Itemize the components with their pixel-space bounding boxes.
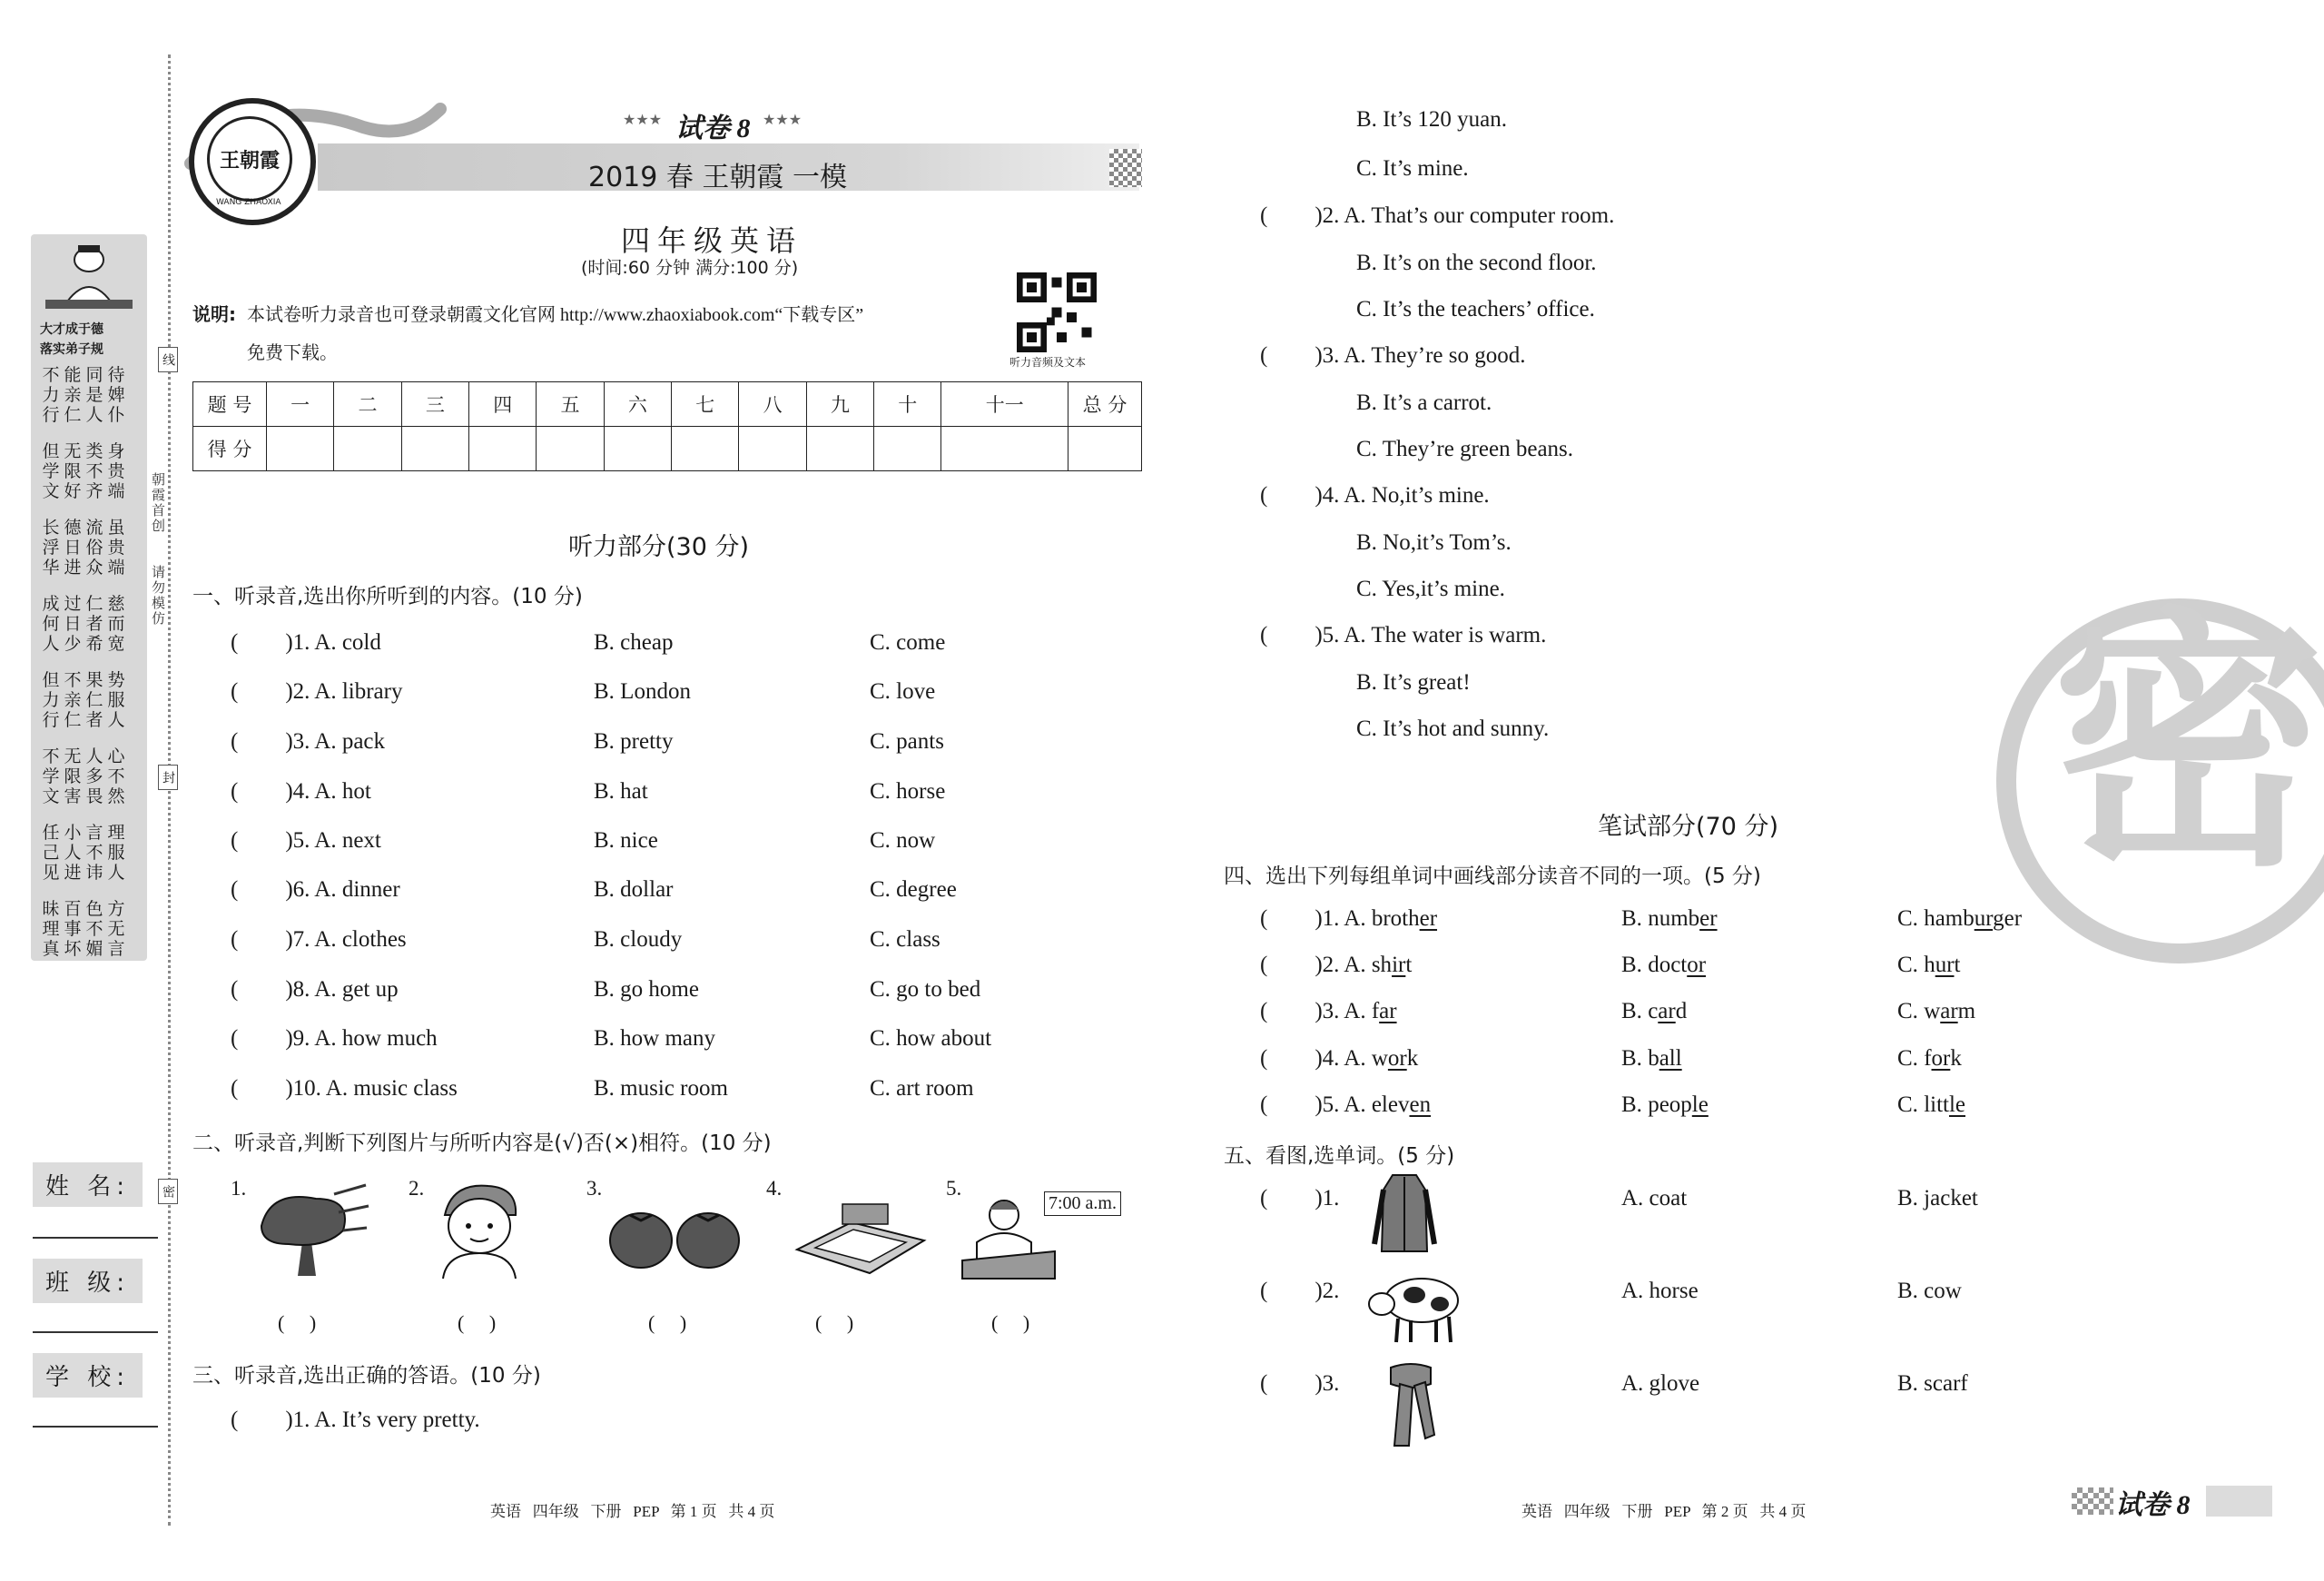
class-label: 班 级: <box>33 1259 143 1303</box>
option-b: B. nice <box>594 828 658 853</box>
option-b: B. go home <box>594 977 699 1002</box>
answer-paren[interactable]: ( <box>1260 1371 1268 1396</box>
answer-paren[interactable]: ( <box>1260 1186 1268 1210</box>
answer-paren[interactable]: ( ) <box>278 1311 317 1334</box>
option-a: A. glove <box>1621 1371 1700 1396</box>
answer-paren[interactable]: ( <box>231 977 239 1002</box>
cow-icon <box>1367 1268 1467 1344</box>
answer-paren[interactable]: ( <box>231 828 239 853</box>
option-c: C. come <box>870 630 946 655</box>
list-item: ( )3. A. They’re so good. <box>1260 343 1526 368</box>
verse-block: 不 无 人 心 学 限 多 不 文 害 畏 然 <box>42 746 125 806</box>
option-c: C. pants <box>870 729 944 754</box>
score-header-cell: 十一 <box>941 382 1068 427</box>
option-b: B. hat <box>594 779 648 804</box>
option-b: B. No,it’s Tom’s. <box>1356 530 1512 555</box>
answer-paren[interactable]: ( <box>1260 483 1268 508</box>
verse-block: 任 小 言 理 己 人 不 服 见 进 讳 人 <box>42 823 125 883</box>
school-field[interactable] <box>33 1426 158 1428</box>
footer-page-1: 英语 四年级 下册 PEP 第 1 页 共 4 页 <box>490 1503 775 1520</box>
section-5-title: 五、看图,选单词。(5 分) <box>1224 1144 1455 1168</box>
answer-paren[interactable]: ( <box>231 1026 239 1051</box>
score-header-cell: 一 <box>267 382 334 427</box>
score-header-cell: 四 <box>469 382 537 427</box>
option-b: B. It’s a carrot. <box>1356 390 1492 415</box>
option-b: B. It’s great! <box>1356 670 1471 695</box>
option-c: C. warm <box>1897 999 1976 1023</box>
name-label: 姓 名: <box>33 1162 143 1207</box>
answer-paren[interactable]: ( <box>231 729 239 754</box>
list-item: ( )3. A. pack <box>231 729 386 754</box>
score-header-cell: 九 <box>806 382 873 427</box>
section-1-title: 一、听录音,选出你所听到的内容。(10 分) <box>192 585 583 608</box>
list-item: ( )2. <box>1260 1279 1340 1303</box>
option-b: B. pretty <box>594 729 674 754</box>
score-table-header-row <box>193 382 1142 427</box>
option-c: C. It’s hot and sunny. <box>1356 716 1550 741</box>
answer-paren[interactable]: ( <box>1260 343 1268 368</box>
stars-right: ★★★ <box>763 111 803 128</box>
coat-icon <box>1373 1171 1436 1255</box>
windy-tree-icon <box>243 1181 370 1280</box>
answer-paren[interactable]: ( <box>231 630 239 655</box>
score-header-cell: 总 分 <box>1068 382 1142 427</box>
answer-paren[interactable]: ( <box>1260 906 1268 931</box>
option-b: B. London <box>594 679 691 704</box>
picture-number: 5. <box>946 1177 962 1200</box>
option-c: C. It’s mine. <box>1356 156 1469 181</box>
list-item: ( )8. A. get up <box>231 977 399 1002</box>
score-header-cell: 七 <box>672 382 739 427</box>
answer-paren[interactable]: ( <box>1260 203 1268 228</box>
score-table-score-row <box>193 427 1142 471</box>
subject-title: 四年级英语 <box>621 223 803 258</box>
note-prefix: 说明: <box>192 303 236 325</box>
qr-code-icon <box>1017 272 1097 352</box>
list-item: ( )1. A. brother <box>1260 906 1438 931</box>
exam-time: (时间:60 分钟 满分:100 分) <box>581 258 799 278</box>
tomatoes-icon <box>606 1199 743 1271</box>
list-item: ( )2. A. That’s our computer room. <box>1260 203 1615 228</box>
score-header-cell: 三 <box>401 382 468 427</box>
list-item: ( )2. A. shirt <box>1260 953 1413 977</box>
score-cell[interactable] <box>401 427 468 471</box>
score-cell[interactable] <box>334 427 401 471</box>
section-4-title: 四、选出下列每组单词中画线部分读音不同的一项。(5 分) <box>1224 865 1761 888</box>
answer-paren[interactable]: ( <box>1260 953 1268 977</box>
option-a: A. horse <box>1621 1279 1699 1303</box>
list-item: ( )3. A. far <box>1260 999 1397 1023</box>
scholar-mascot-icon <box>36 243 142 314</box>
option-b: B. cow <box>1897 1279 1962 1303</box>
score-cell[interactable] <box>604 427 671 471</box>
qr-caption: 听力音频及文本 <box>1009 356 1087 369</box>
boy-with-cap-icon <box>425 1179 534 1280</box>
score-cell[interactable] <box>267 427 334 471</box>
checker-decoration <box>1109 149 1142 187</box>
answer-paren[interactable]: ( ) <box>458 1311 497 1334</box>
verse-block: 昧 百 色 方 理 事 不 无 真 坏 媚 言 <box>42 899 125 959</box>
list-item: ( )1. <box>1260 1186 1340 1210</box>
list-item: ( )9. A. how much <box>231 1026 438 1051</box>
score-header-cell: 十 <box>874 382 941 427</box>
note-line-2: 免费下载。 <box>247 343 338 363</box>
note-line-1: 本试卷听力录音也可登录朝霞文化官网 http://www.zhaoxiabook.com“下载专区” <box>247 305 864 325</box>
option-b: B. It’s 120 yuan. <box>1356 107 1507 132</box>
answer-paren[interactable]: ( <box>231 779 239 804</box>
option-c: C. love <box>870 679 936 704</box>
list-item: ( )10. A. music class <box>231 1076 458 1101</box>
option-c: C. now <box>870 828 936 853</box>
vertical-note-original: 朝霞首创 <box>150 472 166 534</box>
answer-paren[interactable]: ( <box>231 927 239 952</box>
answer-paren[interactable]: ( ) <box>991 1311 1030 1334</box>
option-c: C. hurt <box>1897 953 1961 977</box>
seal-watermark-text: 密 <box>2052 586 2324 903</box>
scarf-icon <box>1382 1362 1440 1453</box>
option-c: C. go to bed <box>870 977 981 1002</box>
written-title: 笔试部分(70 分) <box>1598 813 1779 841</box>
option-c: C. It’s the teachers’ office. <box>1356 297 1595 321</box>
verse-block: 但 无 类 身 学 限 不 贵 文 好 齐 端 <box>42 441 125 501</box>
verse-block: 长 德 流 虽 浮 日 俗 贵 华 进 众 端 <box>42 518 125 578</box>
option-c: C. fork <box>1897 1046 1962 1071</box>
option-b: B. doctor <box>1621 953 1707 977</box>
answer-paren[interactable]: ( <box>1260 1046 1268 1071</box>
option-b: B. jacket <box>1897 1186 1978 1210</box>
option-c: C. class <box>870 927 940 952</box>
list-item: ( )5. A. eleven <box>1260 1092 1432 1117</box>
cut-mark-secret: 密 <box>158 1179 178 1204</box>
listening-title: 听力部分(30 分) <box>568 533 750 561</box>
footer-paper-tag: 试卷 8 <box>2115 1490 2191 1520</box>
fold-line <box>168 54 171 1526</box>
option-c: C. little <box>1897 1092 1966 1117</box>
footer-checker-decoration <box>2072 1487 2113 1515</box>
option-c: C. degree <box>870 877 957 902</box>
motto-line-1: 大才成于德 <box>40 322 103 337</box>
verse-block: 不 能 同 待 力 亲 是 婢 行 仁 人 仆 <box>42 365 125 425</box>
score-cell[interactable] <box>469 427 537 471</box>
picture-number: 2. <box>409 1177 425 1200</box>
picture-number: 1. <box>231 1177 247 1200</box>
option-c: C. art room <box>870 1076 974 1101</box>
option-b: B. cloudy <box>594 927 683 952</box>
answer-paren[interactable]: ( <box>1260 1279 1268 1303</box>
score-cell[interactable] <box>806 427 873 471</box>
verse-block: 但 不 果 势 力 亲 仁 服 行 仁 者 人 <box>42 670 125 730</box>
list-item: ( )4. A. hot <box>231 779 371 804</box>
list-item: ( )4. A. No,it’s mine. <box>1260 483 1490 508</box>
score-row-label: 得 分 <box>193 427 267 471</box>
option-b: B. ball <box>1621 1046 1682 1071</box>
list-item: ( )5. A. next <box>231 828 381 853</box>
answer-paren[interactable]: ( <box>1260 999 1268 1023</box>
score-header-cell: 二 <box>334 382 401 427</box>
option-b: B. cheap <box>594 630 674 655</box>
answer-paren[interactable]: ( <box>1260 623 1268 647</box>
playground-icon <box>788 1195 933 1282</box>
option-a: A. coat <box>1621 1186 1688 1210</box>
answer-paren[interactable]: ( <box>1260 1092 1268 1117</box>
banner-title: 2019 春 王朝霞 一模 <box>588 162 847 193</box>
name-field[interactable] <box>33 1237 158 1239</box>
list-item: ( )1. A. cold <box>231 630 381 655</box>
score-table <box>192 381 1142 471</box>
verse-list <box>40 365 140 975</box>
score-cell[interactable] <box>739 427 806 471</box>
score-header-cell: 题 号 <box>193 382 267 427</box>
list-item: ( )1. A. It’s very pretty. <box>231 1408 480 1432</box>
score-cell[interactable] <box>537 427 604 471</box>
option-b: B. dollar <box>594 877 674 902</box>
footer-tab <box>2206 1486 2272 1517</box>
verse-block: 成 过 仁 慈 何 日 者 而 人 少 希 宽 <box>42 594 125 654</box>
stars-left: ★★★ <box>623 111 663 128</box>
option-b: B. people <box>1621 1092 1709 1117</box>
picture-number: 3. <box>586 1177 603 1200</box>
school-label: 学 校: <box>33 1353 143 1398</box>
motto-line-2: 落实弟子规 <box>40 342 103 357</box>
logo-subtitle: WANG ZHAOXIA <box>216 198 281 207</box>
answer-paren[interactable]: ( <box>231 1408 239 1432</box>
cut-mark-seal: 封 <box>158 765 178 790</box>
section-3-title: 三、听录音,选出正确的答语。(10 分) <box>192 1364 541 1388</box>
score-cell[interactable] <box>874 427 941 471</box>
picture-number: 4. <box>766 1177 783 1200</box>
cut-mark-line: 线 <box>158 347 178 372</box>
list-item: ( )5. A. The water is warm. <box>1260 623 1547 647</box>
list-item: ( )4. A. work <box>1260 1046 1419 1071</box>
option-c: C. Yes,it’s mine. <box>1356 577 1505 601</box>
score-cell[interactable] <box>1068 427 1142 471</box>
section-2-title: 二、听录音,判断下列图片与所听内容是(√)否(×)相符。(10 分) <box>192 1131 772 1155</box>
option-c: C. how about <box>870 1026 992 1051</box>
option-c: C. They’re green beans. <box>1356 437 1574 461</box>
score-header-cell: 八 <box>739 382 806 427</box>
option-b: B. It’s on the second floor. <box>1356 251 1597 275</box>
option-b: B. music room <box>594 1076 728 1101</box>
answer-paren[interactable]: ( ) <box>815 1311 854 1334</box>
vertical-note-no-copy: 请勿模仿 <box>150 565 166 627</box>
score-header-cell: 五 <box>537 382 604 427</box>
logo-text: 王朝霞 <box>207 116 292 202</box>
list-item: ( )2. A. library <box>231 679 403 704</box>
option-b: B. how many <box>594 1026 716 1051</box>
score-cell[interactable] <box>672 427 739 471</box>
list-item: ( )7. A. clothes <box>231 927 407 952</box>
score-cell[interactable] <box>941 427 1068 471</box>
option-c: C. hamburger <box>1897 906 2023 931</box>
list-item: ( )6. A. dinner <box>231 877 400 902</box>
option-c: C. horse <box>870 779 946 804</box>
answer-paren[interactable]: ( ) <box>648 1311 687 1334</box>
clock-label: 7:00 a.m. <box>1044 1191 1121 1216</box>
answer-paren[interactable]: ( <box>231 679 239 704</box>
brand-logo <box>189 98 316 225</box>
option-b: B. scarf <box>1897 1371 1968 1396</box>
class-field[interactable] <box>33 1331 158 1333</box>
paper-number: 试卷 8 <box>675 114 751 143</box>
score-header-cell: 六 <box>604 382 671 427</box>
footer-page-2: 英语 四年级 下册 PEP 第 2 页 共 4 页 <box>1521 1503 1807 1520</box>
answer-paren[interactable]: ( <box>231 1076 239 1101</box>
answer-paren[interactable]: ( <box>231 877 239 902</box>
option-b: B. card <box>1621 999 1688 1023</box>
option-b: B. number <box>1621 906 1718 931</box>
list-item: ( )3. <box>1260 1371 1340 1396</box>
